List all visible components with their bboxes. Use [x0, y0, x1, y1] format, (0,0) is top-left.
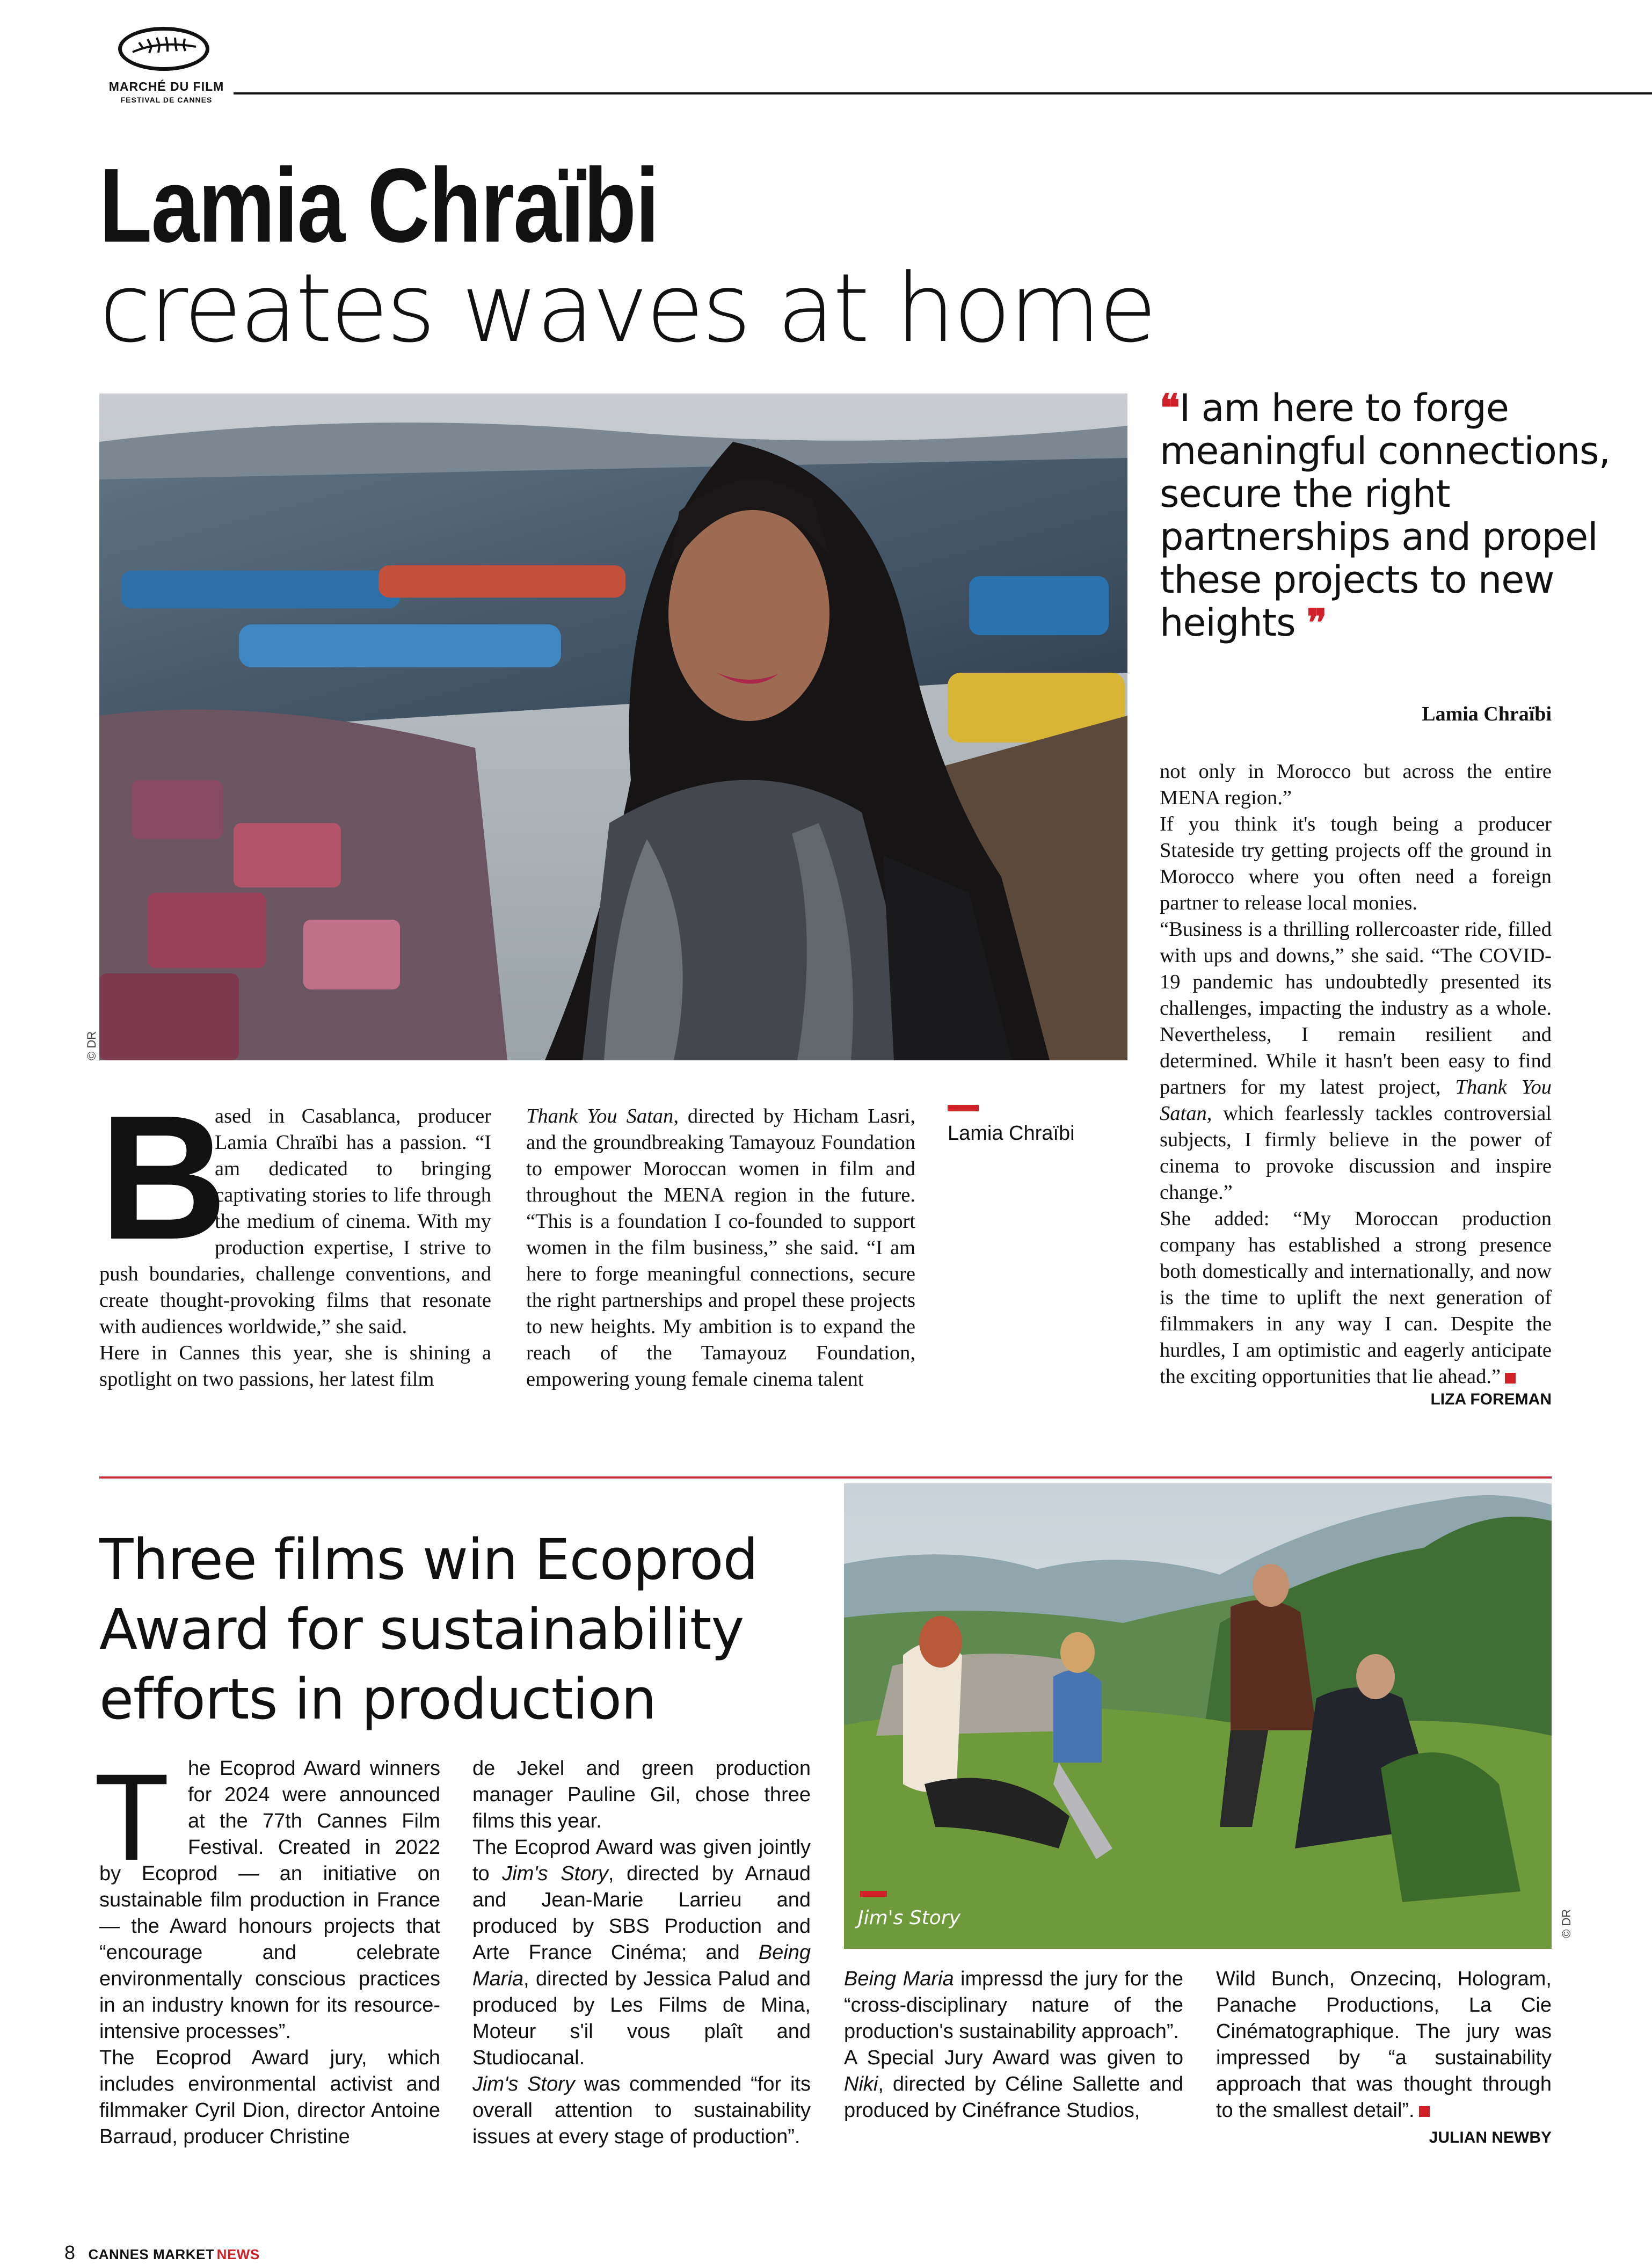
end-mark-icon [1419, 2106, 1430, 2117]
close-quote-icon: ❞ [1306, 600, 1327, 645]
film-title: Jim's Story [472, 2073, 575, 2095]
article2-byline: JULIAN NEWBY [1429, 2129, 1552, 2146]
article1-byline: LIZA FOREMAN [1430, 1391, 1552, 1408]
open-quote-icon: ❝ [1160, 385, 1180, 430]
paragraph: Here in Cannes this year, she is shining a spotlight on two passions, her latest film [99, 1342, 491, 1391]
paragraph: he Ecoprod Award winners for 2024 were announced at the 77th Cannes Film Festival. Created in 2022 by Ecoprod — an initiative on sustainable film production in France — the Award honours projects that “encourage and celebrate environmentally conscious practices in an industry known for its resource-intensive processes”. [99, 1757, 440, 2043]
caption-marker [860, 1891, 887, 1897]
paragraph: “Business is a thrilling rollercoaster ride, filled with ups and downs,” she said. “The COVID-19 pandemic has undoubtedly presented its challenges, impacting the industry as a whole. Nevertheless, I remain resilient and determined. While it hasn't been easy to find partners for my latest project, Thank You Satan, which fearlessly tackles controversial subjects, I firmly believe in the power of cinema to provoke discussion and inspire change.” [1160, 918, 1552, 1204]
paragraph: Wild Bunch, Onzecinq, Hologram, Panache Productions, La Cie Cinématographique. The jury was impressed by “a sustainability approach that was thought through to the smallest detail”. [1216, 1968, 1552, 2122]
paragraph: ased in Casablanca, producer Lamia Chraïbi has a passion. “I am dedicated to bringing captivating stories to life through the medium of cinema. With my production expertise, I strive to push boundaries, challenge conventions, and create thought-provoking films that resonate with audiences worldwide,” she said. [99, 1105, 491, 1338]
paragraph: Thank You Satan, directed by Hicham Lasri, and the groundbreaking Tamayouz Foundation to empower Moroccan women in film and throughout the MENA region in the future. “This is a foundation I co-founded to support women in the film business,” she said. “I am here to forge meaningful connections, secure the right partnerships and propel these projects to new heights. My ambition is to expand the reach of the Tamayouz Foundation, empowering young female cinema talent [526, 1105, 915, 1391]
paragraph: Being Maria impressd the jury for the “cross-disciplinary nature of the production's sustainability approach”. [844, 1968, 1183, 2043]
article2-dropcap: T [94, 1748, 170, 1886]
film-title: Jim's Story [502, 1862, 608, 1885]
paragraph: Jim's Story was commended “for its overall attention to sustainability issues at every stage of production”. [472, 2073, 811, 2148]
article2-photo-credit: © DR [1560, 1909, 1573, 1938]
header-rule [234, 92, 1652, 94]
palm-leaf-icon [118, 27, 209, 71]
article1-column-3 [1160, 759, 1552, 1390]
article1-column-1 [99, 1103, 491, 1393]
publication-name-accent: NEWS [216, 2246, 260, 2262]
page-number: 8 [64, 2241, 76, 2263]
end-mark-icon [1505, 1373, 1516, 1384]
paragraph: not only in Morocco but across the entire MENA region.” [1160, 760, 1552, 809]
article1-pullquote [1160, 387, 1632, 644]
paragraph: The Ecoprod Award jury, which includes environmental activist and filmmaker Cyril Dion, director Antoine Barraud, producer Christine [99, 2047, 440, 2148]
paragraph: A Special Jury Award was given to Niki, directed by Céline Sallette and produced by Cinéfrance Studios, [844, 2047, 1183, 2122]
page-footer [64, 2241, 260, 2264]
article2-title: Three films win Ecoprod Award for sustainability efforts in production [99, 1527, 758, 1732]
article1-photo-caption: Lamia Chraïbi [948, 1122, 1075, 1145]
paragraph: de Jekel and green production manager Pauline Gil, chose three films this year. [472, 1757, 811, 1832]
caption-marker [948, 1105, 979, 1111]
article2-column-3 [844, 1966, 1183, 2124]
logo-name: MARCHÉ DU FILM [108, 79, 224, 93]
film-title: Being Maria [844, 1968, 954, 1990]
article1-photo [99, 394, 1127, 1060]
marche-du-film-logo [94, 27, 239, 113]
film-title: Being Maria [472, 1941, 811, 1990]
section-divider [99, 1476, 1552, 1479]
article1-title-name: Lamia Chraïbi [99, 147, 659, 264]
article1-photo-credit: © DR [85, 1031, 98, 1060]
article1-title-sub: creates waves at home [99, 253, 1155, 363]
film-title: Thank You Satan [526, 1105, 674, 1127]
article1-dropcap: B [99, 1078, 228, 1276]
logo-sub: FESTIVAL DE CANNES [120, 96, 213, 104]
paragraph: The Ecoprod Award was given jointly to Jim's Story, directed by Arnaud and Jean-Marie Larrieu and produced by SBS Production and Arte France Cinéma; and Being Maria, directed by Jessica Palud and produced by Les Films de Mina, Moteur s'il vous plaît and Studiocanal. [472, 1836, 811, 2069]
paragraph: She added: “My Moroccan production company has established a strong presence both domestically and internationally, and now is the time to uplift the next generation of filmmakers in any way I can. Despite the hurdles, I am optimistic and eagerly anticipate the exciting opportunities that lie ahead.” [1160, 1207, 1552, 1388]
article2-photo [844, 1483, 1552, 1949]
publication-name: CANNES MARKET [88, 2246, 215, 2262]
article2-column-2 [472, 1756, 811, 2150]
film-title: Niki [844, 2073, 878, 2095]
article2-photo-caption: Jim's Story [858, 1907, 960, 1929]
article2-column-1 [99, 1756, 440, 2150]
pullquote-attribution: Lamia Chraïbi [1422, 703, 1552, 725]
paragraph: If you think it's tough being a producer Stateside try getting projects off the ground in Morocco where you often need a foreign partner to release local monies. [1160, 813, 1552, 914]
article2-column-4 [1216, 1966, 1552, 2124]
pullquote-text: I am here to forge meaningful connections, secure the right partnerships and propel these projects to new heights [1160, 386, 1610, 645]
article1-column-2 [526, 1103, 915, 1393]
film-title: Thank You Satan [1160, 1076, 1552, 1125]
